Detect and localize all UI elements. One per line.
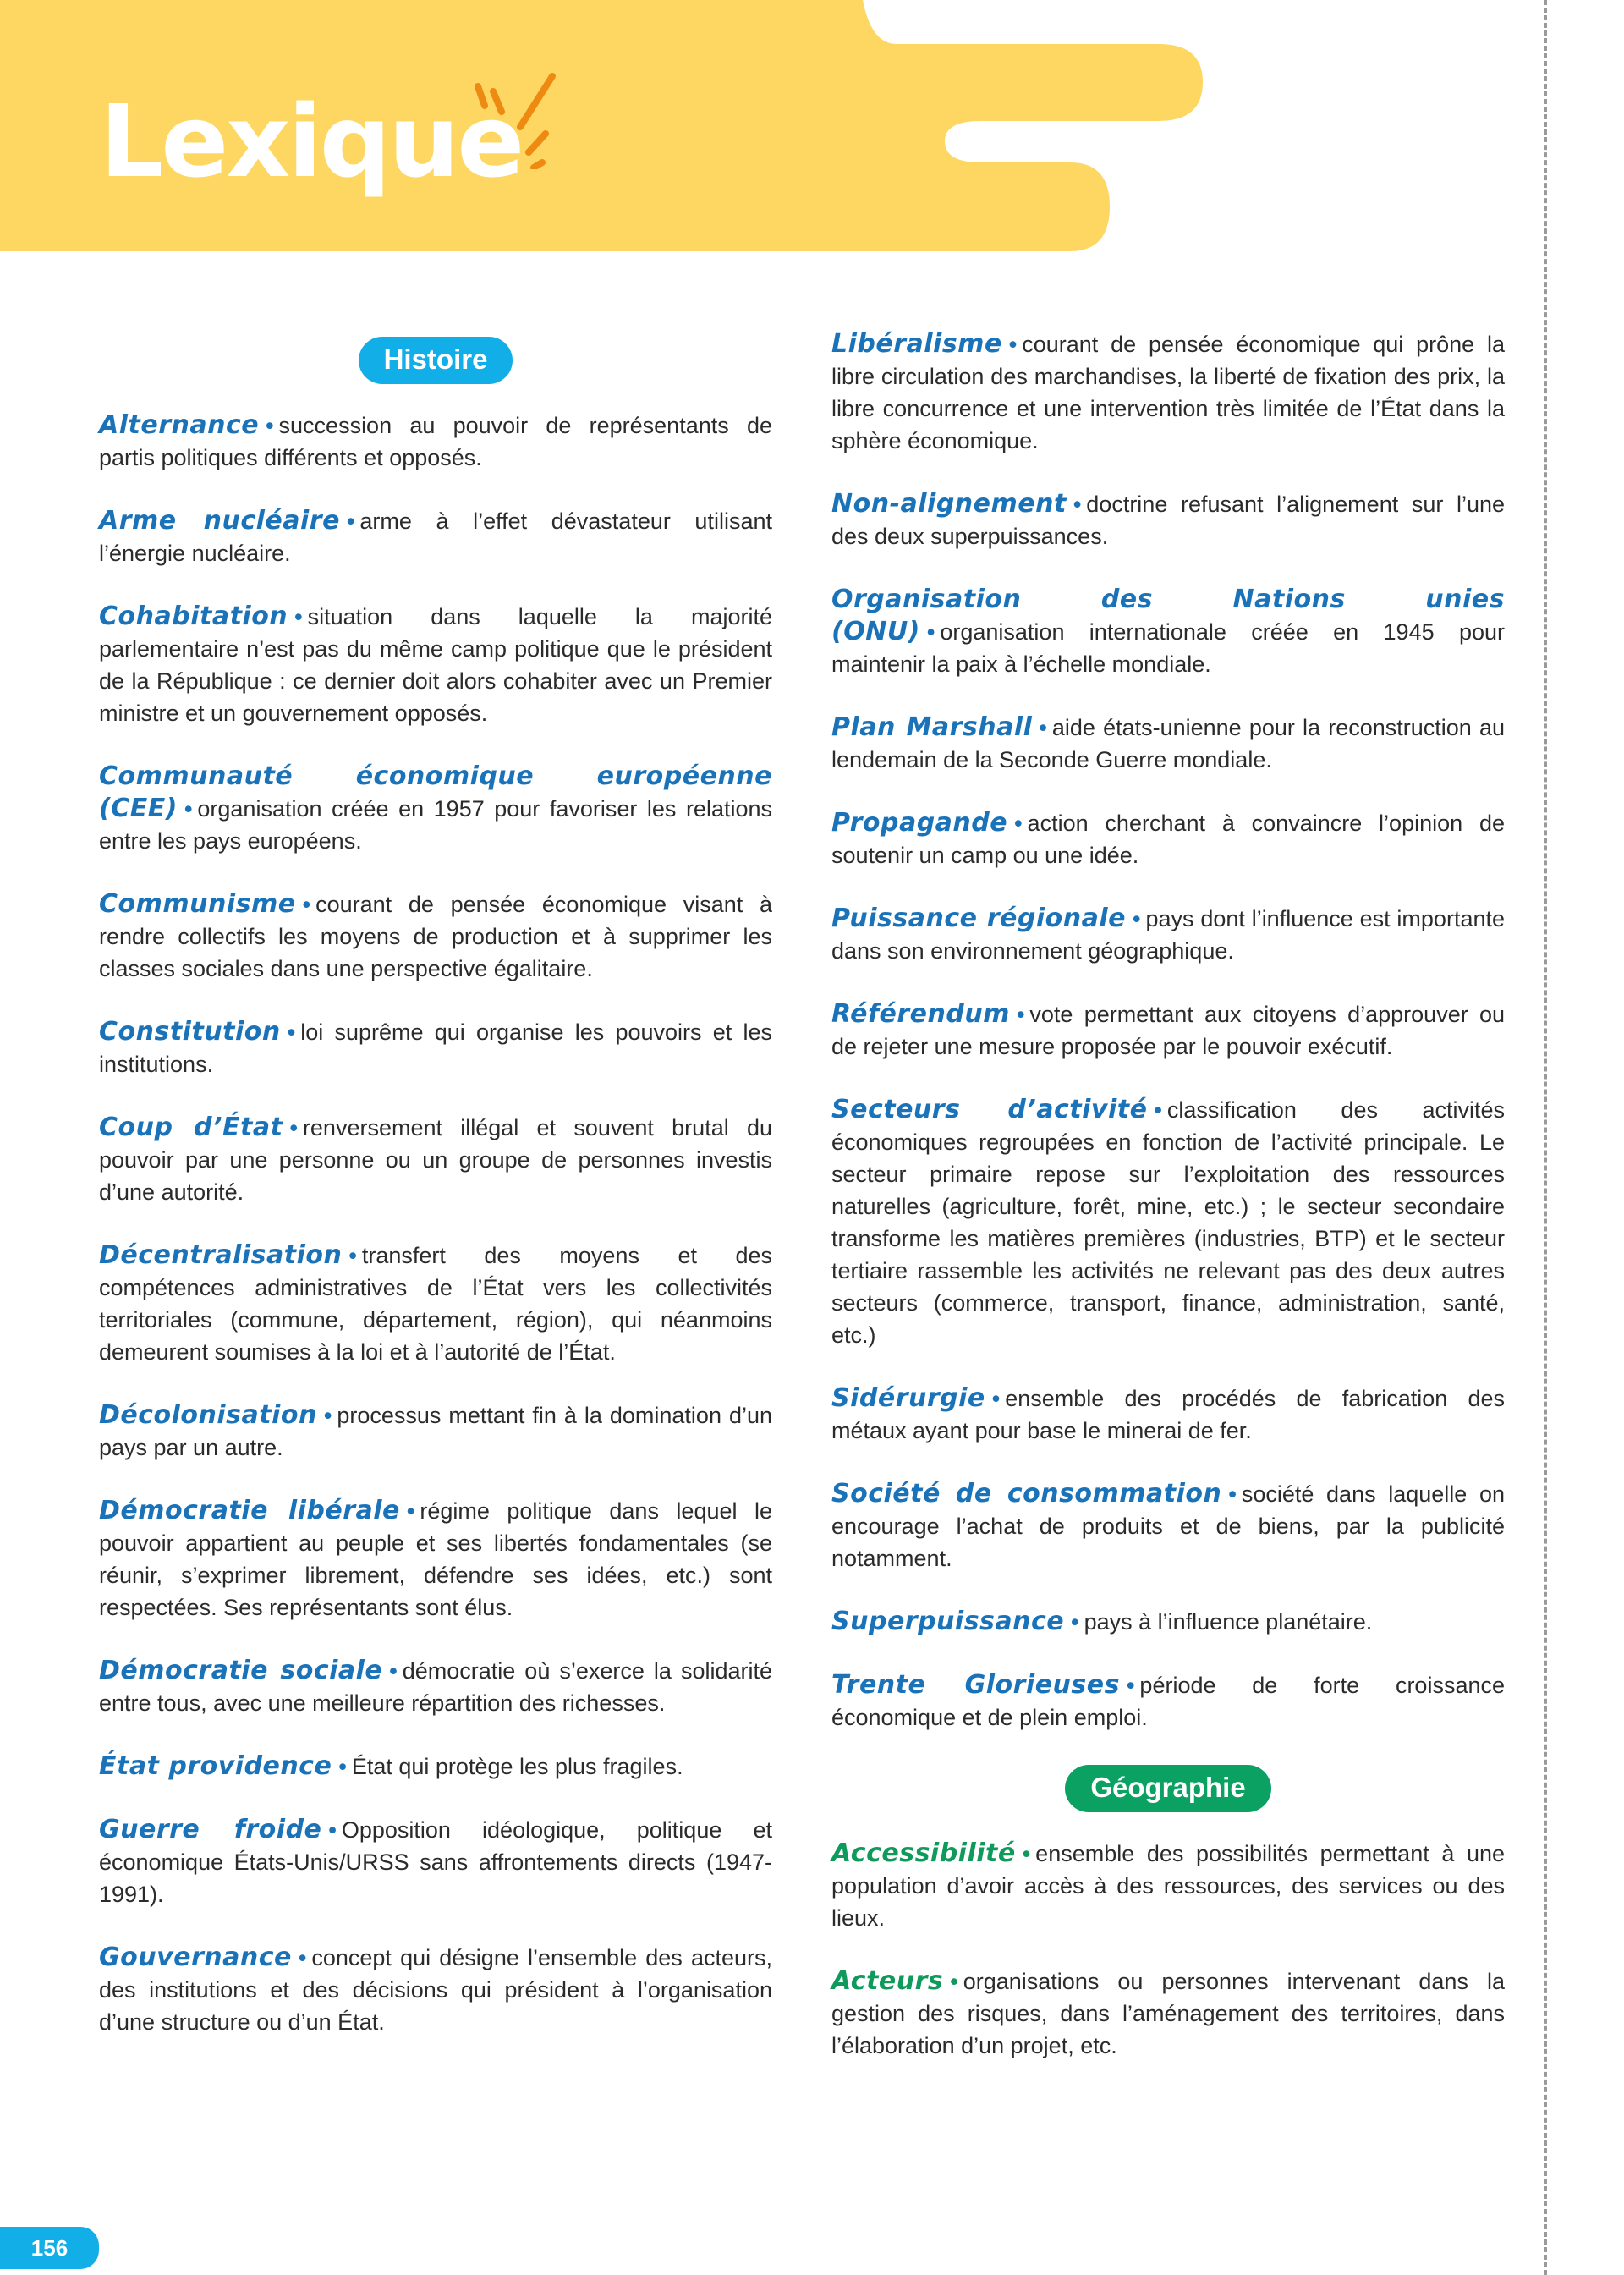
glossary-entry	[831, 1606, 1505, 1638]
glossary-term: Acteurs	[831, 1966, 944, 1996]
glossary-term: Libéralisme	[831, 329, 1002, 359]
bullet-icon: •	[348, 1243, 357, 1268]
bullet-icon: •	[1126, 1673, 1135, 1698]
glossary-definition: Opposition idéologique, politique et économique États-Unis/URSS sans affrontements directs (1947-1991).	[99, 1817, 772, 1907]
glossary-definition: État qui protège les plus fragiles.	[351, 1754, 683, 1779]
glossary-entry	[99, 505, 772, 569]
glossary-definition: organisations ou personnes intervenant dans la gestion des risques, dans l’aménagement des territoires, dans l’élaboration d’un projet, etc.	[831, 1969, 1505, 2058]
glossary-term: État providence	[99, 1751, 332, 1781]
glossary-term: Accessibilité	[831, 1838, 1016, 1868]
glossary-entry	[99, 1814, 772, 1910]
left-column	[99, 337, 772, 2069]
glossary-term: Plan Marshall	[831, 712, 1033, 742]
glossary-term: Société de consommation	[831, 1479, 1222, 1508]
bullet-icon: •	[389, 1658, 398, 1684]
glossary-definition: courant de pensée économique qui prône la libre circulation des marchandises, la liberté de fixation des prix, la libre concurrence et une intervention très limitée de l’État dans la sphère économique.	[831, 332, 1505, 453]
right-column	[831, 328, 1505, 2093]
glossary-definition: renversement illégal et souvent brutal du pouvoir par une personne ou un groupe de personnes investis d’une autorité.	[99, 1115, 773, 1205]
glossary-term: Coup d’État	[99, 1113, 283, 1142]
glossary-definition: courant de pensée économique visant à rendre collectifs les moyens de production et à supprimer les classes sociales dans une perspective égalitaire.	[99, 892, 772, 981]
glossary-term: Superpuissance	[831, 1607, 1065, 1636]
page-fold-line	[1544, 0, 1547, 2275]
bullet-icon: •	[926, 619, 935, 645]
bullet-icon: •	[266, 413, 274, 438]
glossary-definition: loi suprême qui organise les pouvoirs et les institutions.	[99, 1019, 772, 1077]
glossary-term: Gouvernance	[99, 1943, 292, 1972]
section-badge-histoire: Histoire	[359, 337, 513, 384]
glossary-definition: vote permettant aux citoyens d’approuver ou de rejeter une mesure proposée par le pouvoir exécutif.	[831, 1002, 1505, 1059]
glossary-entry	[99, 1239, 772, 1368]
glossary-term: Guerre froide	[99, 1815, 322, 1844]
bullet-icon: •	[1133, 906, 1141, 931]
glossary-term: Communisme	[99, 889, 296, 919]
glossary-entry	[99, 1655, 772, 1719]
glossary-term: Démocratie sociale	[99, 1656, 383, 1685]
bullet-icon: •	[184, 796, 193, 822]
glossary-term: Puissance régionale	[831, 904, 1127, 933]
glossary-entry	[831, 1382, 1505, 1447]
glossary-entry	[831, 1669, 1505, 1734]
bullet-icon: •	[338, 1754, 347, 1779]
bullet-icon: •	[298, 1945, 307, 1970]
glossary-definition: ensemble des procédés de fabrication des métaux ayant pour base le minerai de fer.	[831, 1386, 1505, 1443]
glossary-definition: doctrine refusant l’alignement sur l’une des deux superpuissances.	[831, 492, 1505, 549]
glossary-term: Trente Glorieuses	[831, 1670, 1120, 1700]
glossary-entry	[831, 1478, 1505, 1574]
bullet-icon: •	[991, 1386, 1001, 1411]
glossary-entry	[99, 1495, 772, 1624]
glossary-entry	[831, 488, 1505, 552]
bullet-icon: •	[289, 1115, 298, 1140]
glossary-entry	[99, 888, 772, 985]
glossary-term: Démocratie libérale	[99, 1496, 400, 1525]
bullet-icon: •	[287, 1019, 296, 1045]
section-badge-geographie: Géographie	[1065, 1765, 1270, 1812]
glossary-entry	[99, 761, 772, 857]
sparkle-decoration-icon	[461, 68, 562, 169]
glossary-definition: pays à l’influence planétaire.	[1084, 1609, 1373, 1635]
bullet-icon: •	[1154, 1097, 1162, 1123]
glossary-list-left	[99, 409, 772, 2038]
bullet-icon: •	[1071, 1609, 1079, 1635]
glossary-definition: concept qui désigne l’ensemble des acteurs, des institutions et des décisions qui président à l’organisation d’une structure ou d’un État.	[99, 1945, 772, 2035]
glossary-definition: situation dans laquelle la majorité parlementaire n’est pas du même camp politique que le président de la République : ce dernier doit alors cohabiter avec un Premier ministre et un gouvernement opposés.	[99, 604, 772, 726]
bullet-icon: •	[302, 892, 311, 917]
glossary-term: Cohabitation	[99, 602, 288, 631]
glossary-entry	[831, 998, 1505, 1063]
glossary-definition: transfert des moyens et des compétences administratives de l’État vers les collectivités territoriales (commune, département, région), qui néanmoins demeurent soumises à la loi et à l’autorité de l’État.	[99, 1243, 772, 1365]
glossary-entry	[831, 807, 1505, 871]
glossary-definition: régime politique dans lequel le pouvoir appartient au peuple et ses libertés fondamentales (se réunir, s’exprimer librement, défendre ses idées, etc.) sont respectées. Ses représentants sont élus.	[99, 1498, 772, 1620]
glossary-term: Constitution	[99, 1017, 281, 1047]
bullet-icon: •	[1228, 1481, 1237, 1507]
page-number: 156	[0, 2227, 99, 2269]
glossary-definition: classification des activités économiques regroupées en fonction de l’activité principale. Le secteur primaire repose sur l’exploitation des ressources naturelles (agriculture, forêt, mine, etc.) ; le secteur secondaire transforme les matières premières (industries, BTP) et le secteur tertiaire rassemble les activités ne relevant pas des deux autres secteurs (commerce, transport, finance, administration, santé, etc.)	[831, 1097, 1505, 1348]
glossary-definition: ensemble des possibilités permettant à une population d’avoir accès à des ressources, des services ou des lieux.	[831, 1841, 1505, 1931]
glossary-entry	[831, 328, 1505, 457]
glossary-list-right	[831, 328, 1505, 1734]
bullet-icon: •	[1014, 811, 1023, 836]
glossary-entry	[831, 1838, 1505, 1934]
bullet-icon: •	[1008, 332, 1018, 357]
glossary-entry	[831, 712, 1505, 776]
glossary-term: Référendum	[831, 999, 1010, 1029]
bullet-icon: •	[328, 1817, 337, 1843]
glossary-entry	[99, 1942, 772, 2038]
glossary-entry	[831, 1965, 1505, 2062]
bullet-icon: •	[1022, 1841, 1031, 1866]
glossary-entry	[99, 1399, 772, 1464]
glossary-list-geographie	[831, 1838, 1505, 2062]
glossary-definition: action cherchant à convaincre l’opinion de soutenir un camp ou une idée.	[831, 811, 1505, 868]
bullet-icon: •	[1016, 1002, 1025, 1027]
glossary-definition: succession au pouvoir de représentants de partis politiques différents et opposés.	[99, 413, 772, 470]
glossary-term: Alternance	[99, 410, 260, 440]
glossary-entry	[99, 1016, 772, 1080]
glossary-entry	[99, 601, 772, 729]
glossary-definition: organisation créée en 1957 pour favoriser les relations entre les pays européens.	[99, 796, 772, 854]
glossary-term: Sidérurgie	[831, 1383, 985, 1413]
glossary-definition: période de forte croissance économique et de plein emploi.	[831, 1673, 1505, 1730]
bullet-icon: •	[406, 1498, 415, 1524]
glossary-term: Non-alignement	[831, 489, 1067, 519]
glossary-term: Communauté économique européenne (CEE)	[99, 761, 772, 823]
glossary-entry	[831, 903, 1505, 967]
bullet-icon: •	[1039, 715, 1047, 740]
bullet-icon: •	[323, 1403, 332, 1428]
glossary-term: Secteurs d’activité	[831, 1095, 1148, 1124]
glossary-definition: processus mettant fin à la domination d’un pays par un autre.	[99, 1403, 772, 1460]
glossary-entry	[831, 584, 1505, 680]
glossary-definition: arme à l’effet dévastateur utilisant l’énergie nucléaire.	[99, 508, 772, 566]
bullet-icon: •	[950, 1969, 958, 1994]
glossary-entry	[831, 1094, 1505, 1351]
page-title: Lexique	[100, 83, 523, 200]
glossary-definition: pays dont l’influence est importante dans son environnement géographique.	[831, 906, 1505, 964]
glossary-entry	[99, 1112, 772, 1208]
bullet-icon: •	[294, 604, 303, 629]
glossary-entry	[99, 1750, 772, 1783]
glossary-entry	[99, 409, 772, 474]
glossary-definition: démocratie où s’exerce la solidarité entre tous, avec une meilleure répartition des richesses.	[99, 1658, 772, 1716]
glossary-definition: aide états-unienne pour la reconstruction au lendemain de la Seconde Guerre mondiale.	[831, 715, 1506, 772]
glossary-definition: société dans laquelle on encourage l’achat de produits et de biens, par la publicité notamment.	[831, 1481, 1505, 1571]
bullet-icon: •	[346, 508, 355, 534]
glossary-term: Décentralisation	[99, 1240, 343, 1270]
glossary-term: Arme nucléaire	[99, 506, 340, 536]
glossary-definition: organisation internationale créée en 1945 pour maintenir la paix à l’échelle mondiale.	[831, 619, 1505, 677]
glossary-term: Décolonisation	[99, 1400, 317, 1430]
glossary-term: Organisation des Nations unies (ONU)	[831, 585, 1505, 646]
bullet-icon: •	[1073, 492, 1082, 517]
glossary-term: Propagande	[831, 808, 1008, 838]
